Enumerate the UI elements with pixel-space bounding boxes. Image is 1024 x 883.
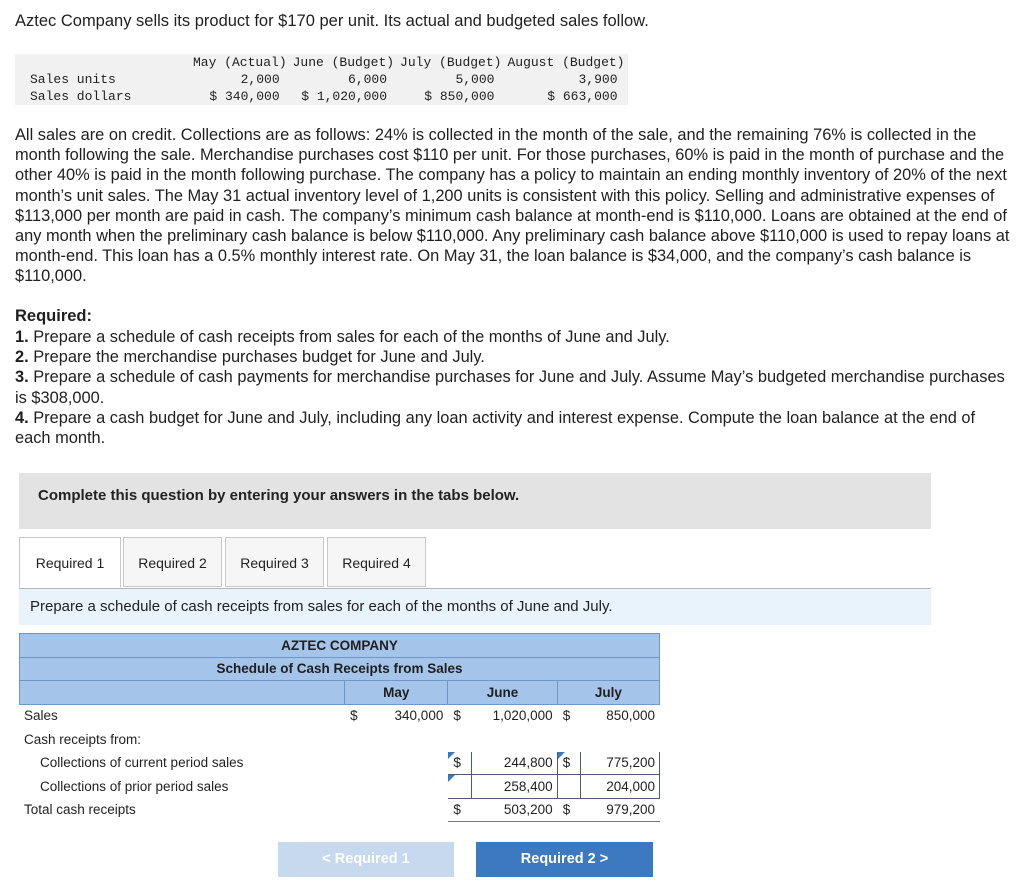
requirement-item: 4. Prepare a cash budget for June and July, including any loan activity and interest expense. Compute the loan balance at the end of each month. [15, 408, 976, 448]
tab-required-4[interactable]: Required 4 [327, 537, 426, 587]
budget-value: $ 850,000 [397, 88, 504, 105]
sales-june-value: 1,020,000 [472, 704, 558, 728]
tab-instruction [19, 589, 931, 625]
problem-paragraph: All sales are on credit. Collections are as follows: 24% is collected in the month of the sale, and the remaining 76% is collected in the month following the sale. Merchandise purchases cost $110 per unit. For those purchases, 60% is paid in the month of purchase and the other 40% is paid in the month following purchase. The company has a policy to maintain an ending monthly inventory of 20% of the next month’s unit sales. The May 31 actual inventory level of 1,200 units is consistent with this policy. Selling and administrative expenses of $113,000 per month are paid in cash. The company’s minimum cash balance at month-end is $110,000. Loans are obtained at the end of any month when the preliminary cash balance is below $110,000. Any preliminary cash balance above $110,000 is used to repay loans at month-end. This loan has a 0.5% monthly interest rate. On May 31, the loan balance is $34,000, and the company’s cash balance is $110,000. [15, 126, 1010, 286]
budget-value: $ 340,000 [190, 88, 290, 105]
prior-july-input[interactable]: 204,000 [581, 775, 660, 799]
row-label: Collections of prior period sales [20, 775, 345, 799]
dollar-sign: $ [557, 798, 581, 822]
dollar-sign: $ [448, 751, 472, 775]
schedule-company: AZTEC COMPANY [20, 634, 660, 658]
budget-value: 3,900 [504, 71, 627, 88]
schedule-header-may: May [345, 681, 448, 705]
next-label: Required 2 [520, 851, 596, 867]
prior-june-input[interactable]: 258,400 [472, 775, 558, 799]
row-label: Sales [20, 704, 345, 728]
total-june-value: 503,200 [472, 798, 558, 822]
schedule-header-july: July [557, 681, 659, 705]
budget-header-june: June (Budget) [290, 54, 397, 71]
budget-header-july: July (Budget) [397, 54, 504, 71]
schedule-title: Schedule of Cash Receipts from Sales [20, 657, 660, 681]
tab-required-1[interactable]: Required 1 [19, 537, 121, 588]
sales-july-value: 850,000 [581, 704, 660, 728]
budget-value: $ 663,000 [504, 88, 627, 105]
tab-required-2[interactable]: Required 2 [123, 537, 222, 587]
input-marker-icon [448, 752, 455, 759]
schedule-row-cash-from [20, 728, 660, 752]
requirement-tabs [19, 537, 931, 589]
requirement-item: 1. Prepare a schedule of cash receipts from sales for each of the months of June and July. [15, 328, 670, 346]
sales-budget-table [15, 54, 628, 105]
schedule-row-prior [20, 775, 660, 799]
budget-header-may: May (Actual) [190, 54, 290, 71]
dollar-sign: $ [557, 704, 581, 728]
budget-row-dollars [15, 88, 628, 105]
row-label: Total cash receipts [20, 798, 345, 822]
budget-value: 2,000 [190, 71, 290, 88]
budget-value: $ 1,020,000 [290, 88, 397, 105]
chevron-right-icon: > [599, 851, 609, 867]
sales-may-value: 340,000 [368, 704, 447, 728]
total-july-value: 979,200 [581, 798, 660, 822]
current-july-input[interactable]: 775,200 [581, 751, 660, 775]
instruction-text: Prepare a schedule of cash receipts from sales for each of the months of June and July. [30, 598, 613, 615]
budget-header-blank [15, 54, 190, 71]
required-title: Required: [15, 307, 93, 325]
budget-value: 5,000 [397, 71, 504, 88]
tab-required-3[interactable]: Required 3 [225, 537, 324, 587]
chevron-left-icon: < [322, 851, 331, 867]
dollar-sign: $ [345, 704, 369, 728]
cash-receipts-schedule [19, 633, 660, 822]
schedule-header-blank [20, 681, 345, 705]
instructions-banner [19, 473, 931, 529]
budget-label: Sales units [15, 71, 190, 88]
row-label: Collections of current period sales [20, 751, 345, 775]
dollar-sign: $ [448, 798, 472, 822]
schedule-row-total [20, 798, 660, 822]
budget-row-units [15, 71, 628, 88]
input-marker-icon [448, 775, 455, 782]
requirements-list [15, 327, 1015, 448]
schedule-row-current [20, 751, 660, 775]
intro-text: Aztec Company sells its product for $170 per unit. Its actual and budgeted sales follow. [15, 12, 649, 30]
next-required-button[interactable] [476, 842, 653, 877]
schedule-header-june: June [448, 681, 557, 705]
current-june-input[interactable]: 244,800 [472, 751, 558, 775]
dollar-sign: $ [557, 751, 581, 775]
dollar-sign: $ [448, 704, 472, 728]
banner-text: Complete this question by entering your answers in the tabs below. [38, 487, 520, 504]
budget-label: Sales dollars [15, 88, 190, 105]
prev-required-button[interactable] [278, 842, 454, 877]
input-marker-icon [558, 752, 565, 759]
requirement-item: 3. Prepare a schedule of cash payments for merchandise purchases for June and July. Assume May’s budgeted merchandise purchases is $308,000. [15, 368, 1005, 407]
budget-value: 6,000 [290, 71, 397, 88]
schedule-row-sales [20, 704, 660, 728]
budget-header-august: August (Budget) [504, 54, 627, 71]
requirement-item: 2. Prepare the merchandise purchases budget for June and July. [15, 348, 485, 367]
prev-label: Required 1 [334, 851, 410, 867]
row-label: Cash receipts from: [20, 728, 345, 752]
